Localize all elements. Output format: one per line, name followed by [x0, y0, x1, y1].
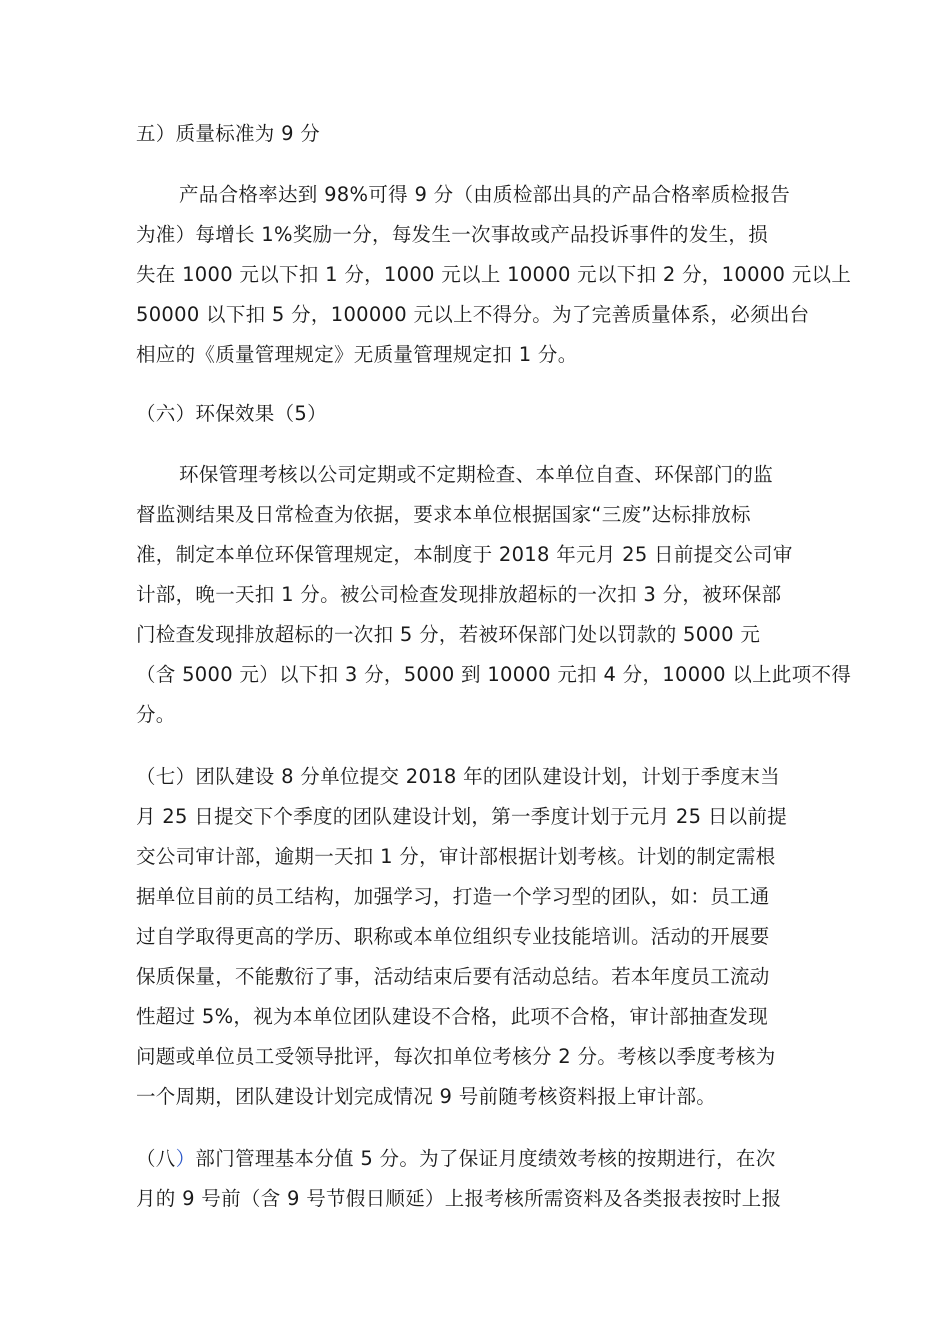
paragraph-line: 相应的《质量管理规定》无质量管理规定扣 1 分。	[136, 343, 578, 366]
section-heading: （六）环保效果（5）	[136, 402, 327, 425]
paragraph-line: 失在 1000 元以下扣 1 分，1000 元以上 10000 元以下扣 2 分，10000 元以上	[136, 263, 852, 286]
paragraph-line: 分。	[136, 703, 176, 726]
paragraph-line: 性超过 5%，视为本单位团队建设不合格，此项不合格，审计部抽查发现	[136, 1005, 769, 1028]
paragraph-line: 督监测结果及日常检查为依据，要求本单位根据国家“三废”达标排放标	[136, 503, 751, 526]
paragraph-line: 门检查发现排放超标的一次扣 5 分，若被环保部门处以罚款的 5000 元	[136, 623, 761, 646]
paragraph-line: 月 25 日提交下个季度的团队建设计划，第一季度计划于元月 25 日以前提	[136, 805, 788, 828]
paragraph-line: 保质保量，不能敷衍了事，活动结束后要有活动总结。若本年度员工流动	[136, 965, 770, 988]
section-number-bracket: ）	[175, 1147, 196, 1170]
paragraph-line: 计部，晚一天扣 1 分。被公司检查发现排放超标的一次扣 3 分，被环保部	[136, 583, 782, 606]
section-heading: 五）质量标准为 9 分	[136, 122, 321, 145]
paragraph-line: （七）团队建设 8 分单位提交 2018 年的团队建设计划，计划于季度末当	[136, 765, 780, 788]
section-number-prefix: （八	[136, 1147, 176, 1170]
section-department-paragraph	[136, 1139, 826, 1219]
paragraph-text: 部门管理基本分值 5 分。为了保证月度绩效考核的按期进行，在次	[195, 1147, 776, 1170]
section-quality-paragraph	[136, 175, 852, 375]
section-team-paragraph	[136, 757, 826, 1117]
paragraph-line: 交公司审计部，逾期一天扣 1 分，审计部根据计划考核。计划的制定需根	[136, 845, 776, 868]
paragraph-line: （含 5000 元）以下扣 3 分，5000 到 10000 元扣 4 分，10000 以上此项不得	[136, 663, 852, 686]
paragraph-line: 据单位目前的员工结构，加强学习，打造一个学习型的团队，如：员工通	[136, 885, 770, 908]
paragraph-line: 产品合格率达到 98%可得 9 分（由质检部出具的产品合格率质检报告	[179, 183, 791, 206]
paragraph-line: 环保管理考核以公司定期或不定期检查、本单位自查、环保部门的监	[179, 463, 774, 486]
section-environment-heading	[136, 394, 826, 434]
paragraph-line: 准，制定本单位环保管理规定，本制度于 2018 年元月 25 日前提交公司审	[136, 543, 793, 566]
paragraph-line: 为准）每增长 1%奖励一分，每发生一次事故或产品投诉事件的发生，损	[136, 223, 769, 246]
section-environment-paragraph	[136, 455, 852, 735]
paragraph-line: 一个周期，团队建设计划完成情况 9 号前随考核资料报上审计部。	[136, 1085, 717, 1108]
paragraph-line: 过自学取得更高的学历、职称或本单位组织专业技能培训。活动的开展要	[136, 925, 770, 948]
paragraph-line: 问题或单位员工受领导批评，每次扣单位考核分 2 分。考核以季度考核为	[136, 1045, 776, 1068]
paragraph-line: 月的 9 号前（含 9 号节假日顺延）上报考核所需资料及各类报表按时上报	[136, 1187, 782, 1210]
section-quality-heading	[136, 114, 826, 154]
paragraph-line	[136, 1139, 826, 1179]
paragraph-line: 50000 以下扣 5 分，100000 元以上不得分。为了完善质量体系，必须出台	[136, 303, 810, 326]
